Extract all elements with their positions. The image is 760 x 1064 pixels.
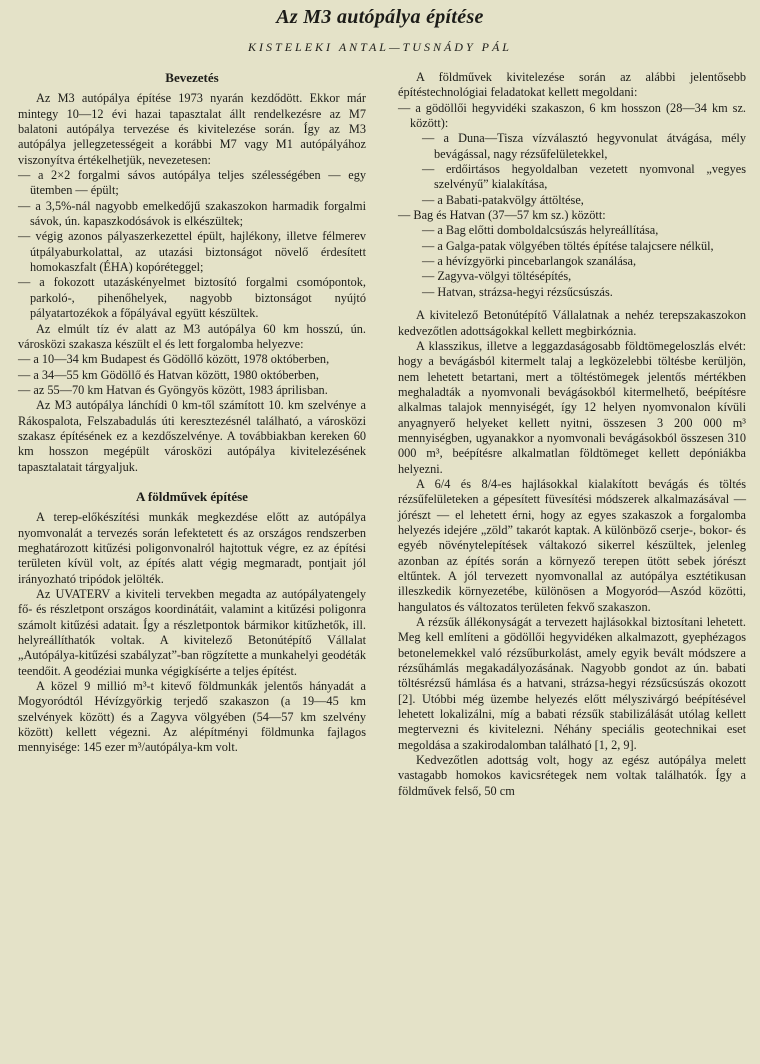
article-authors: KISTELEKI ANTAL—TUSNÁDY PÁL <box>248 40 512 54</box>
right-column <box>398 70 746 799</box>
list-item: — a 3,5%-nál nagyobb emelkedőjű szakaszokon harmadik forgalmi sávok, ún. kapaszkodósávok is elkészültek; <box>18 199 366 230</box>
sub-list-item: — a Babati-patakvölgy áttöltése, <box>398 193 746 208</box>
paragraph: Kedvezőtlen adottság volt, hogy az egész autópálya melett vastagabb homokos kavicsrétegek nem voltak találhatók. Így a földművek felső, 50 cm <box>398 753 746 798</box>
heading-introduction: Bevezetés <box>165 70 219 85</box>
list-item: — Bag és Hatvan (37—57 km sz.) között: <box>398 208 746 223</box>
sub-list-item: — a hévízgyörki pincebarlangok szanálása, <box>398 254 746 269</box>
list-item: — a 2×2 forgalmi sávos autópálya teljes szélességében — egy ütemben — épült; <box>18 168 366 199</box>
sub-list-item: — a Bag előtti domboldalcsúszás helyreállítása, <box>398 223 746 238</box>
paragraph: Az M3 autópálya lánchídi 0 km-től számított 10. km szelvénye a Rákospalota, Felszabadulás úti keresztezésnél található, a városközi szakasz építésének ez a kezdőszelvénye. A továbbiakban kereken 60 km hosszon megépült városközi autópálya kivitelezésének tapasztalatait tárgyaljuk. <box>18 398 366 474</box>
article-title: Az M3 autópálya építése <box>276 6 484 28</box>
list-item: — végig azonos pályaszerkezettel épült, hajlékony, illetve félmerev útpályaburkolattal, az utazási biztonságot növelő érdesített homokaszfalt (ÉHA) kopóréteggel; <box>18 229 366 275</box>
list-item: — az 55—70 km Hatvan és Gyöngyös között, 1983 áprilisban. <box>18 383 366 398</box>
spacer <box>398 300 746 308</box>
paragraph: Az elmúlt tíz év alatt az M3 autópálya 60 km hosszú, ún. városközi szakasza készült el és lett forgalomba helyezve: <box>18 321 366 351</box>
paragraph: A klasszikus, illetve a leggazdaságosabb földtömegeloszlás elvét: hogy a bevágásból kitermelt talaj a legközelebbi töltésbe kerüljön, nem lehetett betartani, mert a töltéstömegek jelentős mértékben meghaladták a nyomvonali bevágásokból kitermelhető, beépítésre alkalmas talajok mennyiségét, így 12 helyen nyomvonalon kívüli anyagnyerő helyeket kellett nyitni, összesen 3 200 000 m³ mennyiségben, ugyanakkor a nyomvonali bevágásokból összesen 310 000 m³, beépítésre alkalmatlan földtömeget kellett depóniákba helyezni. <box>398 338 746 476</box>
paragraph: A 6/4 és 8/4-es hajlásokkal kialakított bevágás és töltés rézsűfelületeken a gépesített füvesítési módszerek alkalmazásával — jórészt — el lehetett érni, hogy az egyes szakaszok a forgalomba helyezés idejére „zöld” takarót kaptak. A különböző cserje-, bokor- és egyéb növénytelepítések váltakozó sikerrel készültek, jelenleg azonban az építés során a környező terepen ütött sebek jórészt eltűntek. A jól tervezett nyomvonallal az autópálya esztétikusan illeszkedik környezetébe, különösen a Mogyoród—Aszód közötti, hangulatos és változatos területen fekvő szakaszon. <box>398 476 746 614</box>
list-item: — a gödöllői hegyvidéki szakaszon, 6 km hosszon (28—34 km sz. között): <box>398 101 746 132</box>
paragraph: A közel 9 millió m³-t kitevő földmunkák jelentős hányadát a Mogyoródtól Hévízgyörkig terjedő szakaszon (a 19—45 km szelvények között) és a Zagyva völgyében (54—57 km szelvény között) kellett végezni. Az alépítményi földmunka fajlagos mennyisége: 145 ezer m³/autópálya-km volt. <box>18 679 366 755</box>
list-item: — a 10—34 km Budapest és Gödöllő között, 1978 októberben, <box>18 352 366 367</box>
paragraph: A terep-előkészítési munkák megkezdése előtt az autópálya nyomvonalát a tervezés során lefektetett és az országos rendszerben meghatározott kitűzési poligonvonalról hajtottuk végre, ez az építési területen kívül volt, az építés alatt végig megmaradt, pontjait jól irányozható tripódok jelölték. <box>18 510 366 586</box>
sub-list-item: — Hatvan, strázsa-hegyi rézsűcsúszás. <box>398 285 746 300</box>
paragraph: A rézsűk állékonyságát a tervezett hajlásokkal biztosítani lehetett. Meg kell említeni a gödöllői hegyvidéken alkalmazott, gyephézagos betonelemekkel való rézsűburkolást, amely egyik bevált módszere a rézsűhámlás megakadályozásának. Nagyobb gondot az ún. babati töltésrézsű hámlása és a hatvani, strázsa-hegyi rézsűcsúszás okozott [2]. Utóbbi még üzembe helyezés előtt mélyszivárgó beépítésével lehetett lokalizálni, míg a babati rézsűk stabilizálását utólag kellett megtervezni és kivitelezni. Néhány speciális geotechnikai eset megoldása a szakirodalomban található [1, 2, 9]. <box>398 615 746 752</box>
paragraph: Az UVATERV a kiviteli tervekben megadta az autópályatengely fő- és részletpont országos koordinátáit, valamint a kitűzési poligonra számolt kitűzési adatait. Így a részletpontok bármikor kitűzhetők, ill. helyreállíthatók voltak. A kivitelező Betonútépítő Vállalat „Autópálya-kitűzési szabályzat”-ban rögzítette a munkahelyi geodéták teendőit. A geodéziai munka végigkísérte a teljes építést. <box>18 587 366 678</box>
sub-list-item: — a Duna—Tisza vízválasztó hegyvonulat átvágása, mély bevágással, nagy rézsűfelületekkel, <box>398 131 746 162</box>
sub-list-item: — Zagyva-völgyi töltésépítés, <box>398 269 746 284</box>
list-item: — a fokozott utazáskényelmet biztosító forgalmi csomópontok, parkoló-, pihenőhelyek, nagyobb biztonságot nyújtó pályatartozékok a főpályával együtt készültek. <box>18 275 366 321</box>
paragraph: Az M3 autópálya építése 1973 nyarán kezdődött. Ekkor már mintegy 10—12 évi hazai tapasztalat állt rendelkezésre az M7 balatoni autópálya tervezése és kivitelezése során. Így az M3 autópálya jellegzetességeit a korábbi M7 vagy M1 autópályához viszonyítva értékelhetjük, nevezetesen: <box>18 91 366 167</box>
sub-list-item: — a Galga-patak völgyében töltés építése talajcsere nélkül, <box>398 239 746 254</box>
spacer <box>18 475 366 489</box>
paragraph: A földművek kivitelezése során az alábbi jelentősebb építéstechnológiai feladatokat kellett megoldani: <box>398 70 746 100</box>
list-item: — a 34—55 km Gödöllő és Hatvan között, 1980 októberben, <box>18 368 366 383</box>
heading-earthworks: A földművek építése <box>136 488 248 504</box>
paragraph: A kivitelező Betonútépítő Vállalatnak a nehéz terepszakaszokon kedvezőtlen adottságokkal kellett megbirkóznia. <box>398 308 746 338</box>
sub-list-item: — erdőirtásos hegyoldalban vezetett nyomvonal „vegyes szelvényű” kialakítása, <box>398 162 746 193</box>
left-column <box>18 70 366 756</box>
